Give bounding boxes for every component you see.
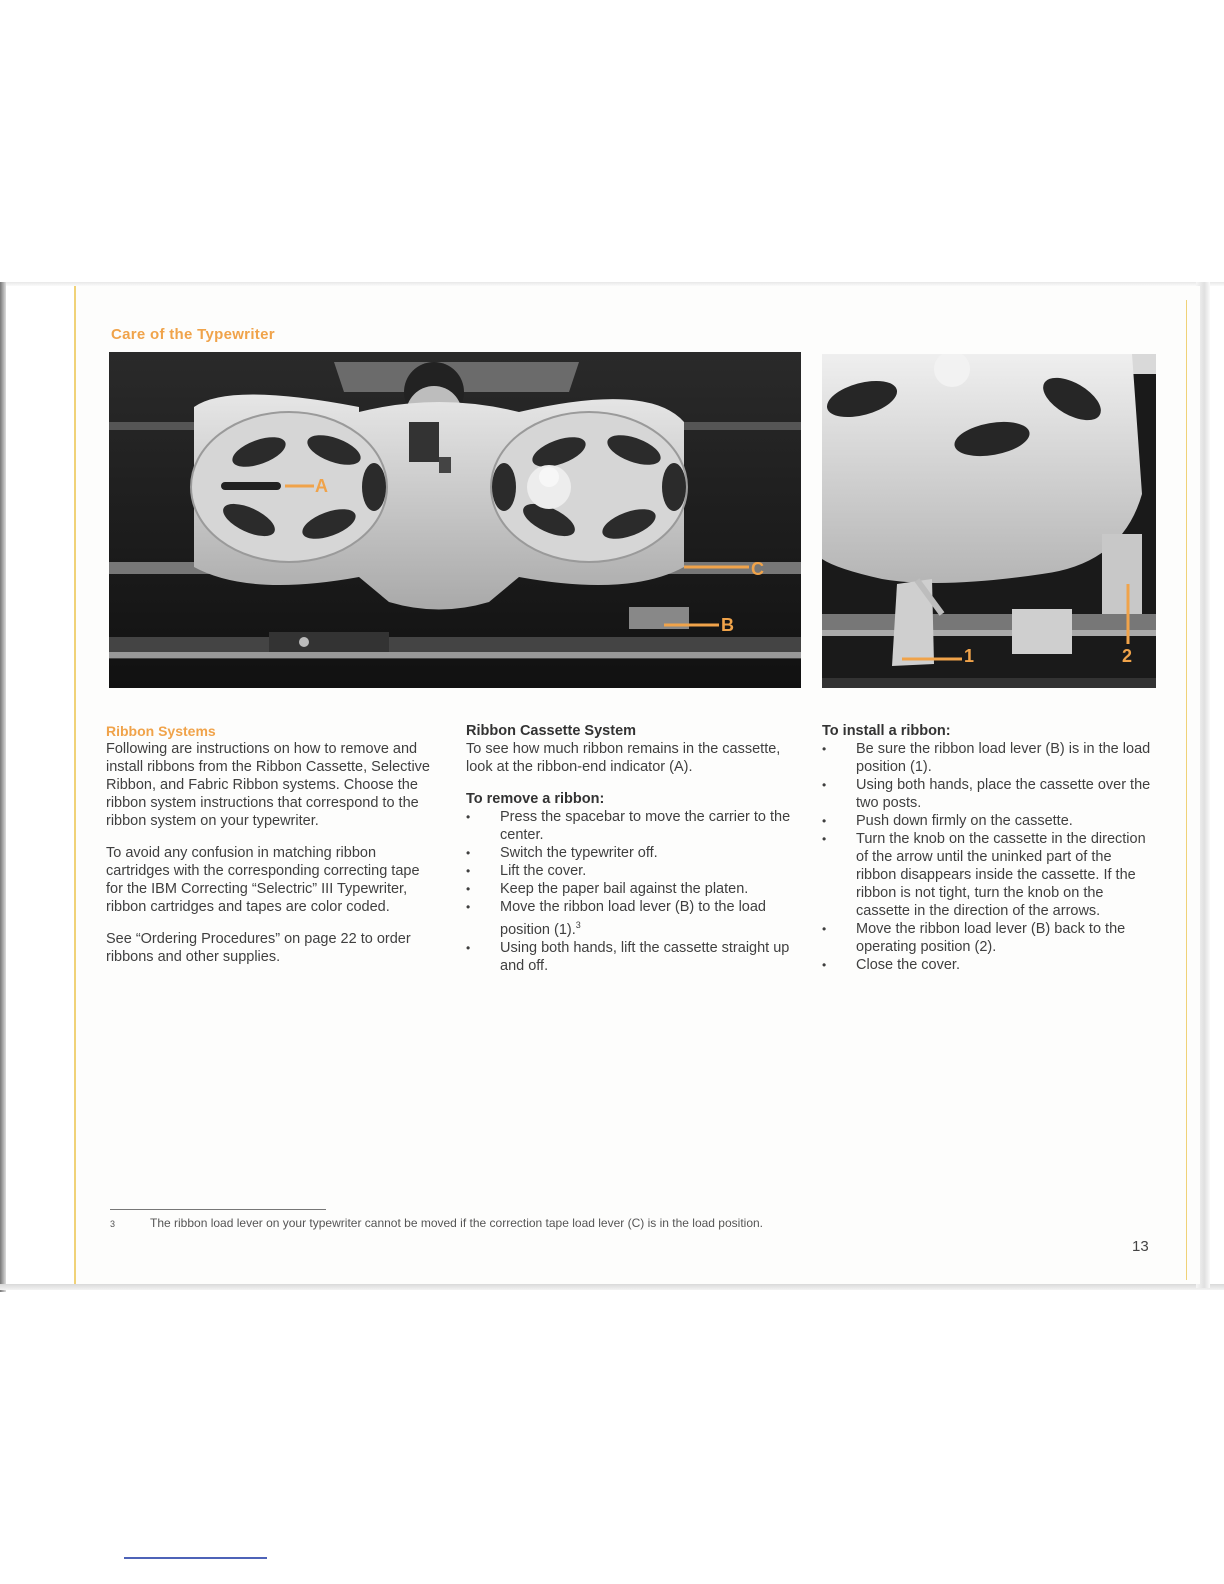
footnote xyxy=(110,1216,1110,1230)
callout-c: C xyxy=(751,559,764,579)
callout-a: A xyxy=(315,476,328,496)
list-item: • Turn the knob on the cassette in the direction of the arrow until the uninked part of the ribbon disappears inside the cassette. If the ribbon is not tight, turn the knob on the cassette in the direction of the arrows. xyxy=(822,830,1152,920)
load-lever-photo xyxy=(822,354,1156,688)
callout-b: B xyxy=(721,615,734,635)
ribbon-cassette-heading: Ribbon Cassette System xyxy=(466,723,637,739)
list-item: • Move the ribbon load lever (B) back to the operating position (2). xyxy=(822,920,1152,956)
list-item: • Move the ribbon load lever (B) to the load position (1).$^3$ xyxy=(466,898,796,939)
ordering-note: See “Ordering Procedures” on page 22 to order ribbons and other supplies. xyxy=(106,931,411,965)
ribbon-systems-heading: Ribbon Systems xyxy=(106,723,216,739)
list-item: • Lift the cover. xyxy=(466,862,796,880)
install-ribbon-heading: To install a ribbon: xyxy=(822,723,951,739)
ribbon-cassette-photo xyxy=(109,352,801,688)
remove-ribbon-heading: To remove a ribbon: xyxy=(466,791,605,807)
list-item: • Press the spacebar to move the carrier to the center. xyxy=(466,808,796,844)
callout-2: 2 xyxy=(1122,646,1133,666)
scan-left-edge xyxy=(0,282,6,1292)
color-coding-note: To avoid any confusion in matching ribbon cartridges with the corresponding correcting tape for the IBM Correcting “Selectric” III Typewriter, ribbon cartridges and tapes are color coded. xyxy=(106,845,420,915)
ribbon-cassette-column xyxy=(466,722,796,975)
bottom-rule xyxy=(124,1557,267,1559)
scan-bottom-edge xyxy=(0,1284,1224,1290)
remove-steps-list xyxy=(466,808,796,975)
footnote-rule xyxy=(110,1209,326,1210)
footnote-text: The ribbon load lever on your typewriter cannot be moved if the correction tape load lever (C) is in the load position. xyxy=(150,1216,763,1230)
install-steps-list xyxy=(822,740,1152,974)
list-item: • Using both hands, lift the cassette straight up and off. xyxy=(466,939,796,975)
section-header: Care of the Typewriter xyxy=(111,326,275,343)
ribbon-systems-intro: Following are instructions on how to remove and install ribbons from the Ribbon Cassette, Selective Ribbon, and Fabric Ribbon systems. Choose the ribbon system instructions that correspond to the ribbon system on your typewriter. xyxy=(106,741,430,829)
ribbon-cassette-intro: To see how much ribbon remains in the cassette, look at the ribbon-end indicator (A). xyxy=(466,741,781,775)
install-ribbon-column xyxy=(822,722,1152,974)
page-number: 13 xyxy=(1132,1238,1149,1255)
gutter-line xyxy=(1186,300,1187,1280)
footnote-mark: 3 xyxy=(110,1219,116,1229)
list-item: • Push down firmly on the cassette. xyxy=(822,812,1152,830)
list-item: • Using both hands, place the cassette over the two posts. xyxy=(822,776,1152,812)
lever-illustration xyxy=(822,354,1156,688)
list-item: • Close the cover. xyxy=(822,956,1152,974)
list-item: • Switch the typewriter off. xyxy=(466,844,796,862)
callout-1: 1 xyxy=(964,646,975,666)
cassette-illustration xyxy=(109,352,801,688)
ribbon-systems-column xyxy=(106,722,436,980)
list-item: • Keep the paper bail against the platen. xyxy=(466,880,796,898)
footnote-ref: 3 xyxy=(575,920,581,930)
list-item: • Be sure the ribbon load lever (B) is in the load position (1). xyxy=(822,740,1152,776)
